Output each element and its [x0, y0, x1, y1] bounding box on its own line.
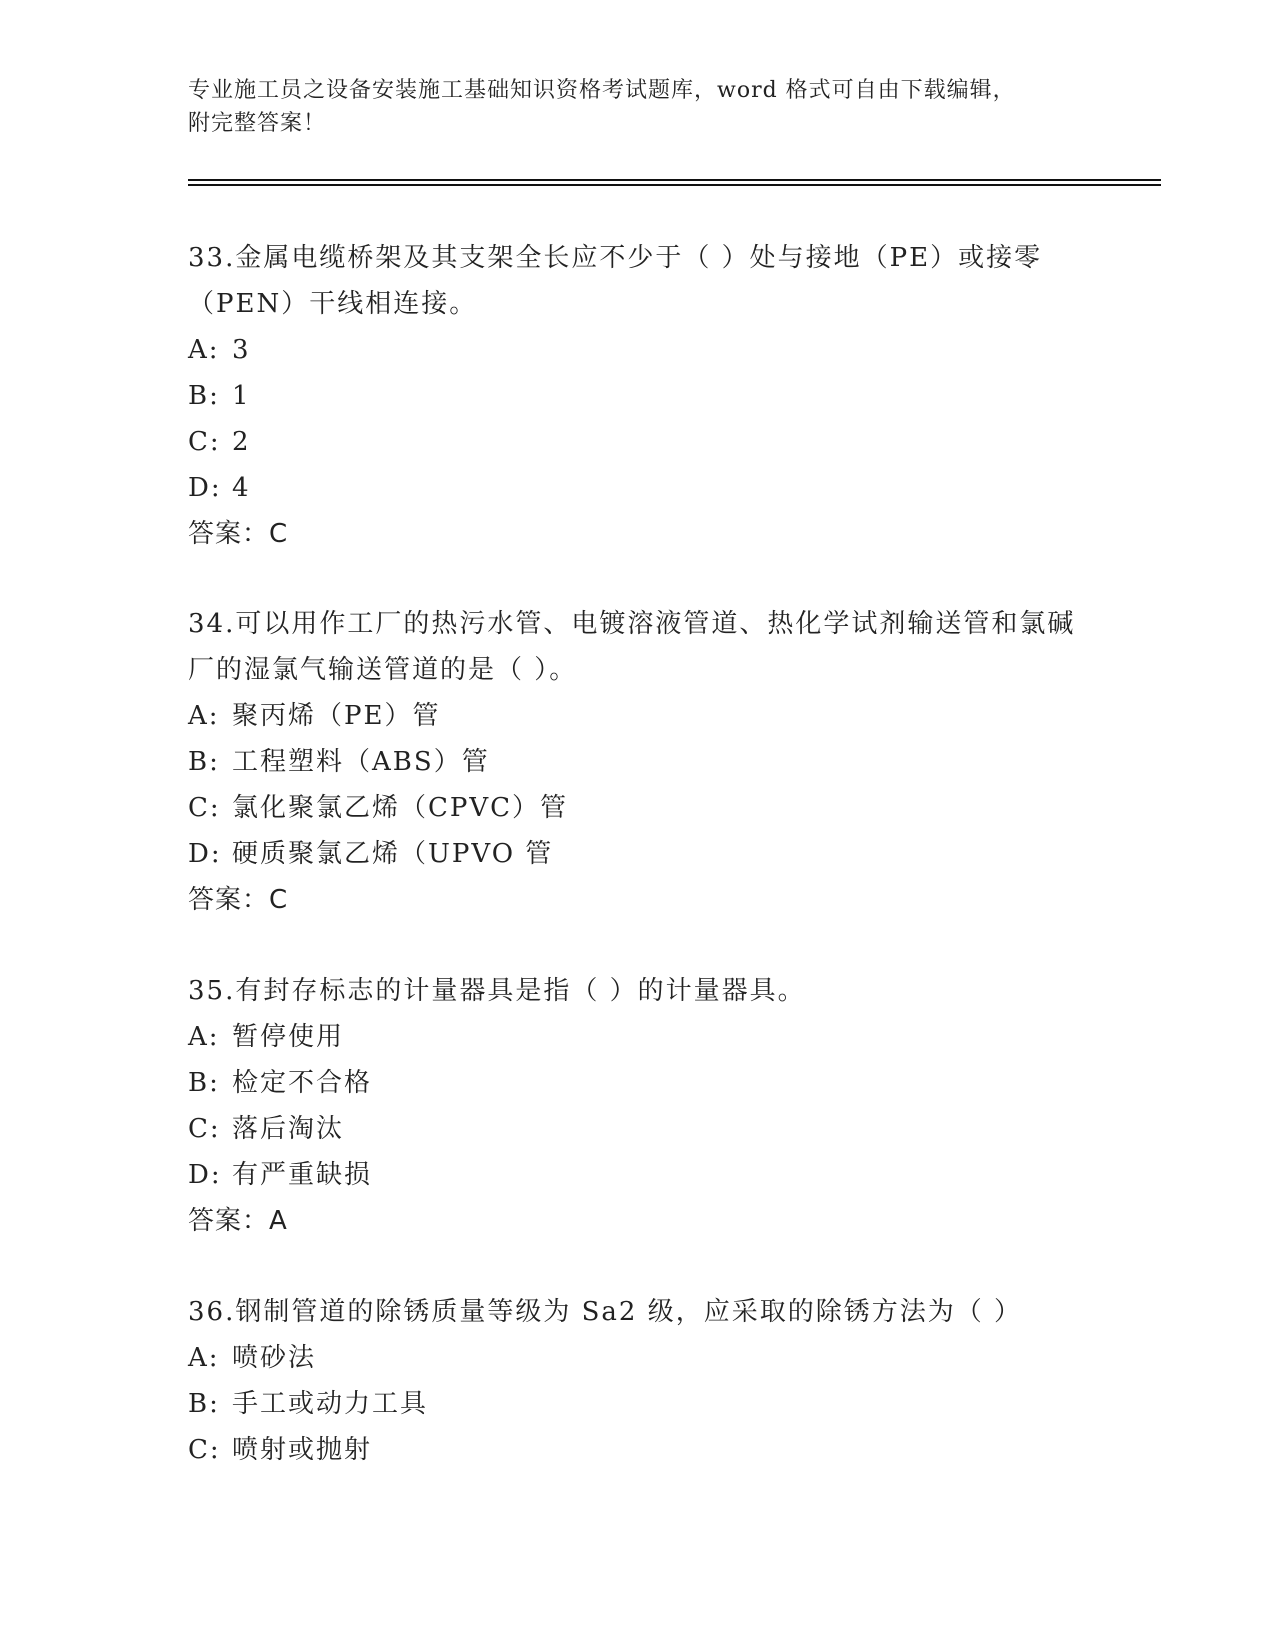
option-a	[188, 693, 1088, 739]
question-34	[188, 601, 1088, 923]
option-text: 氯化聚氯乙烯（CPVC）管	[232, 793, 569, 823]
option-text: 有严重缺损	[232, 1160, 373, 1190]
answer-line: 答案：C	[188, 885, 289, 915]
question-stem: 33.金属电缆桥架及其支架全长应不少于（ ）处与接地（PE）或接零（PEN）干线相连接。	[188, 243, 1043, 319]
question-stem: 36.钢制管道的除锈质量等级为 Sa2 级，应采取的除锈方法为（ ）	[188, 1297, 1022, 1327]
option-letter: D:	[188, 839, 222, 869]
answer-line: 答案：A	[188, 1206, 288, 1236]
option-letter: C:	[188, 1435, 221, 1465]
option-d	[188, 831, 1088, 877]
option-letter: B:	[188, 1068, 220, 1098]
option-text: 暂停使用	[232, 1022, 345, 1052]
answer-line: 答案：C	[188, 519, 289, 549]
option-c	[188, 1427, 1088, 1473]
option-a	[188, 1014, 1088, 1060]
option-b	[188, 1060, 1088, 1106]
option-letter: A:	[188, 335, 220, 365]
option-c	[188, 1106, 1088, 1152]
option-text: 落后淘汰	[232, 1114, 345, 1144]
option-text: 喷射或抛射	[232, 1435, 373, 1465]
header-divider-bottom	[188, 184, 1161, 186]
question-36	[188, 1289, 1088, 1473]
option-text: 聚丙烯（PE）管	[232, 701, 441, 731]
option-a	[188, 327, 1088, 373]
option-text: 手工或动力工具	[232, 1389, 429, 1419]
option-letter: C:	[188, 1114, 221, 1144]
question-35	[188, 968, 1088, 1244]
option-text: 检定不合格	[232, 1068, 373, 1098]
option-b	[188, 373, 1088, 419]
option-letter: D:	[188, 473, 222, 503]
option-letter: D:	[188, 1160, 222, 1190]
question-33	[188, 235, 1088, 557]
option-letter: B:	[188, 1389, 220, 1419]
question-stem: 35.有封存标志的计量器具是指（ ）的计量器具。	[188, 976, 806, 1006]
option-d	[188, 465, 1088, 511]
question-stem: 34.可以用作工厂的热污水管、电镀溶液管道、热化学试剂输送管和氯碱厂的湿氯气输送管道的是（ ）。	[188, 609, 1076, 685]
option-text: 4	[232, 473, 251, 503]
option-text: 3	[232, 335, 251, 365]
option-a	[188, 1335, 1088, 1381]
option-letter: A:	[188, 1343, 220, 1373]
option-letter: A:	[188, 1022, 220, 1052]
option-text: 工程塑料（ABS）管	[232, 747, 490, 777]
option-c	[188, 785, 1088, 831]
option-letter: B:	[188, 381, 220, 411]
option-letter: C:	[188, 427, 221, 457]
option-letter: C:	[188, 793, 221, 823]
option-letter: A:	[188, 701, 220, 731]
option-text: 2	[232, 427, 251, 457]
option-letter: B:	[188, 747, 220, 777]
header-divider-top	[188, 179, 1161, 181]
option-text: 硬质聚氯乙烯（UPVO 管	[232, 839, 554, 869]
option-text: 喷砂法	[232, 1343, 317, 1373]
option-d	[188, 1152, 1088, 1198]
option-b	[188, 739, 1088, 785]
option-c	[188, 419, 1088, 465]
header-line-1: 专业施工员之设备安装施工基础知识资格考试题库，word 格式可自由下载编辑，	[188, 78, 1016, 103]
header-line-2: 附完整答案！	[188, 111, 327, 136]
document-header	[188, 74, 1088, 140]
option-text: 1	[232, 381, 251, 411]
option-b	[188, 1381, 1088, 1427]
